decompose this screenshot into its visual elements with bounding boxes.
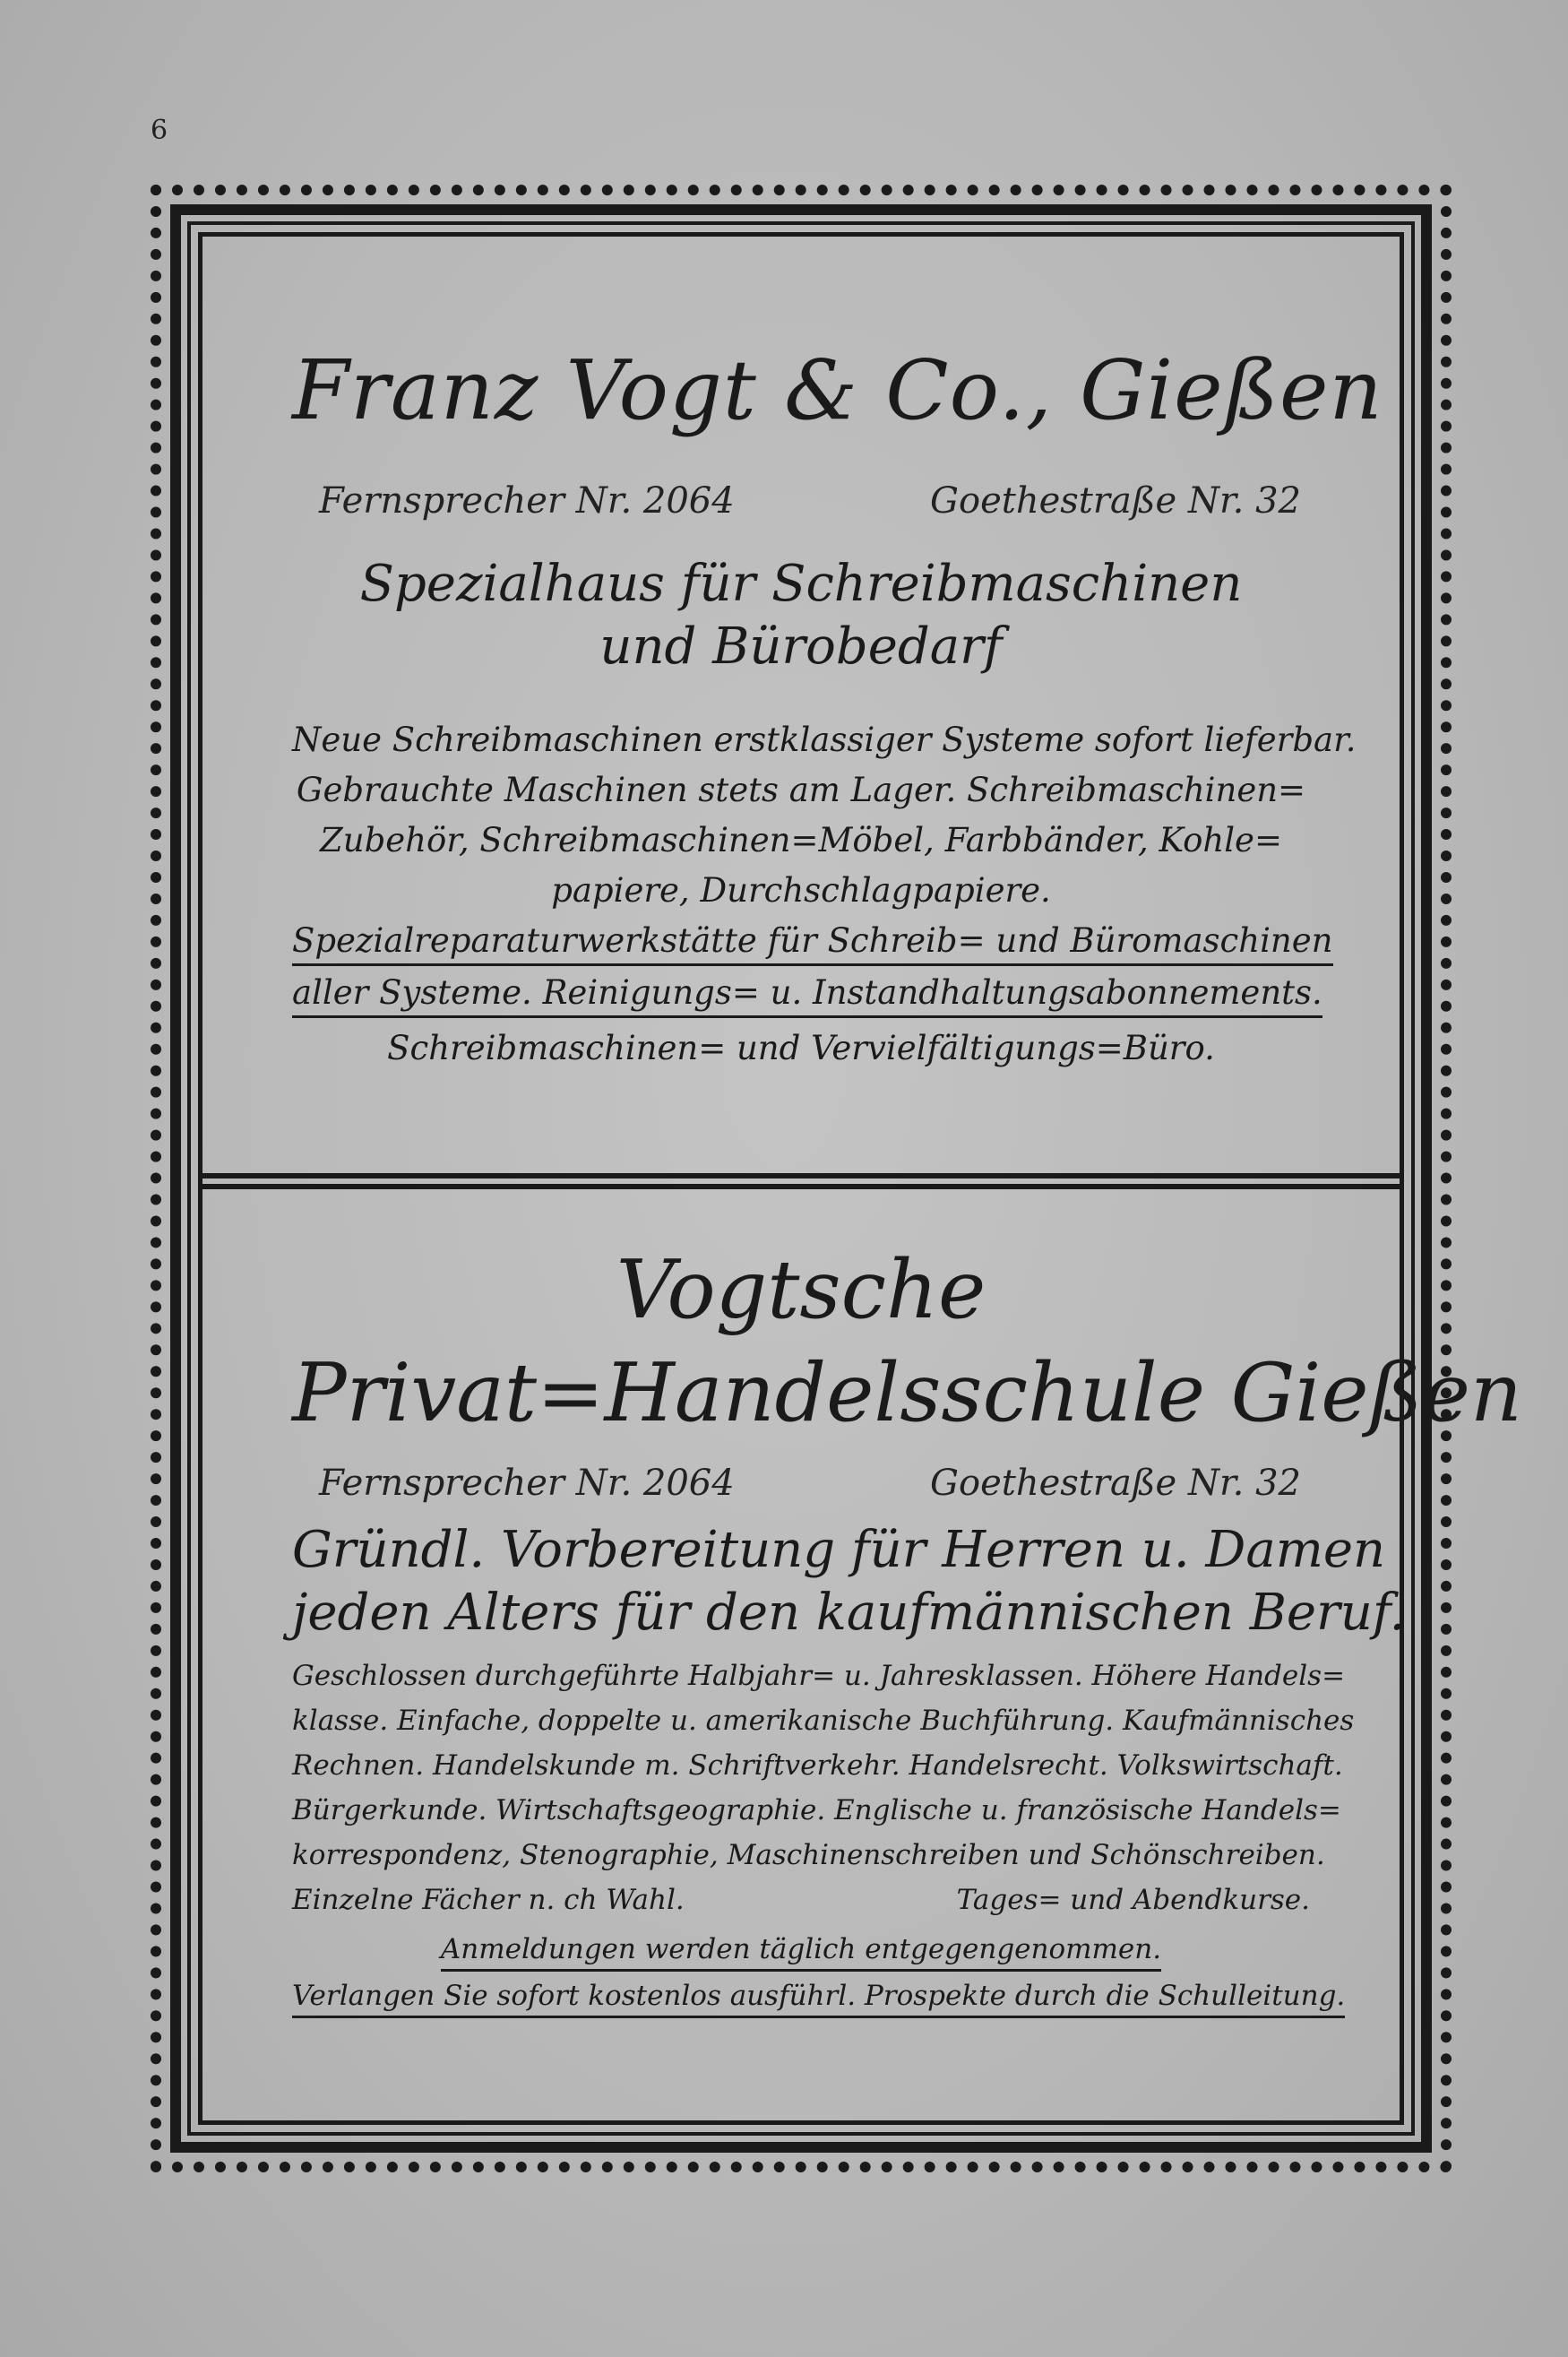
bureau-line: Schreibmaschinen= und Vervielfältigungs=Büro. <box>387 1029 1215 1067</box>
school-title-line-1: Vogtsche <box>616 1243 986 1337</box>
school-body-line-4: Bürgerkunde. Wirtschaftsgeographie. Englische u. französische Handels= <box>292 1794 1341 1826</box>
school-body-line-1: Geschlossen durchgeführte Halbjahr= u. Jahresklassen. Höhere Handels= <box>292 1660 1346 1692</box>
school-headline-line-1: Gründl. Vorbereitung für Herren u. Damen <box>292 1521 1386 1579</box>
school-subjects: Einzelne Fächer n. ch Wahl. <box>292 1884 685 1916</box>
headline-line-1: Spezialhaus für Schreibmaschinen <box>359 555 1243 613</box>
school-courses-row <box>292 1884 1310 1916</box>
headline-line-2: und Bürobedarf <box>599 617 1003 676</box>
section-divider <box>202 1173 1400 1189</box>
school-body-line-5: korrespondenz, Stenographie, Maschinenschreiben und Schönschreiben. <box>292 1839 1325 1871</box>
school-body-line-3: Rechnen. Handelskunde m. Schriftverkehr. Handelsrecht. Volkswirtschaft. <box>292 1749 1343 1782</box>
school-street-address: Goethestraße Nr. 32 <box>930 1463 1301 1504</box>
repair-line-1: Spezialreparaturwerkstätte für Schreib= und Büromaschinen <box>292 921 1333 966</box>
body-line-4: papiere, Durchschlagpapiere. <box>551 871 1051 910</box>
school-body-line-2: klasse. Einfache, doppelte u. amerikanische Buchführung. Kaufmännisches <box>292 1705 1355 1737</box>
school-phone-number: Fernsprecher Nr. 2064 <box>319 1463 735 1504</box>
school-title-line-2: Privat=Handelsschule Gießen <box>292 1346 1522 1440</box>
repair-line-2: aller Systeme. Reinigungs= u. Instandhaltungsabonnements. <box>292 973 1322 1018</box>
body-line-2: Gebrauchte Maschinen stets am Lager. Schreibmaschinen= <box>296 771 1306 809</box>
school-headline-line-2: jeden Alters für den kaufmännischen Beruf. <box>292 1584 1406 1642</box>
school-courses: Tages= und Abendkurse. <box>956 1884 1310 1916</box>
firm-name: Franz Vogt & Co., Gießen <box>292 342 1383 438</box>
advertisement-frame <box>151 185 1522 2172</box>
ad-franz-vogt <box>202 237 1400 1173</box>
page-number: 6 <box>151 115 168 146</box>
school-registration: Anmeldungen werden täglich entgegengenommen. <box>441 1933 1161 1972</box>
ad-handelsschule <box>202 1189 1522 2120</box>
street-address: Goethestraße Nr. 32 <box>930 480 1301 522</box>
school-contact-row <box>319 1463 1301 1504</box>
school-prospectus: Verlangen Sie sofort kostenlos ausführl. Prospekte durch die Schulleitung. <box>292 1980 1345 2018</box>
contact-row <box>319 480 1301 522</box>
phone-number: Fernsprecher Nr. 2064 <box>319 480 735 522</box>
body-line-1: Neue Schreibmaschinen erstklassiger Systeme sofort lieferbar. <box>292 721 1357 759</box>
body-line-3: Zubehör, Schreibmaschinen=Möbel, Farbbänder, Kohle= <box>320 821 1282 859</box>
